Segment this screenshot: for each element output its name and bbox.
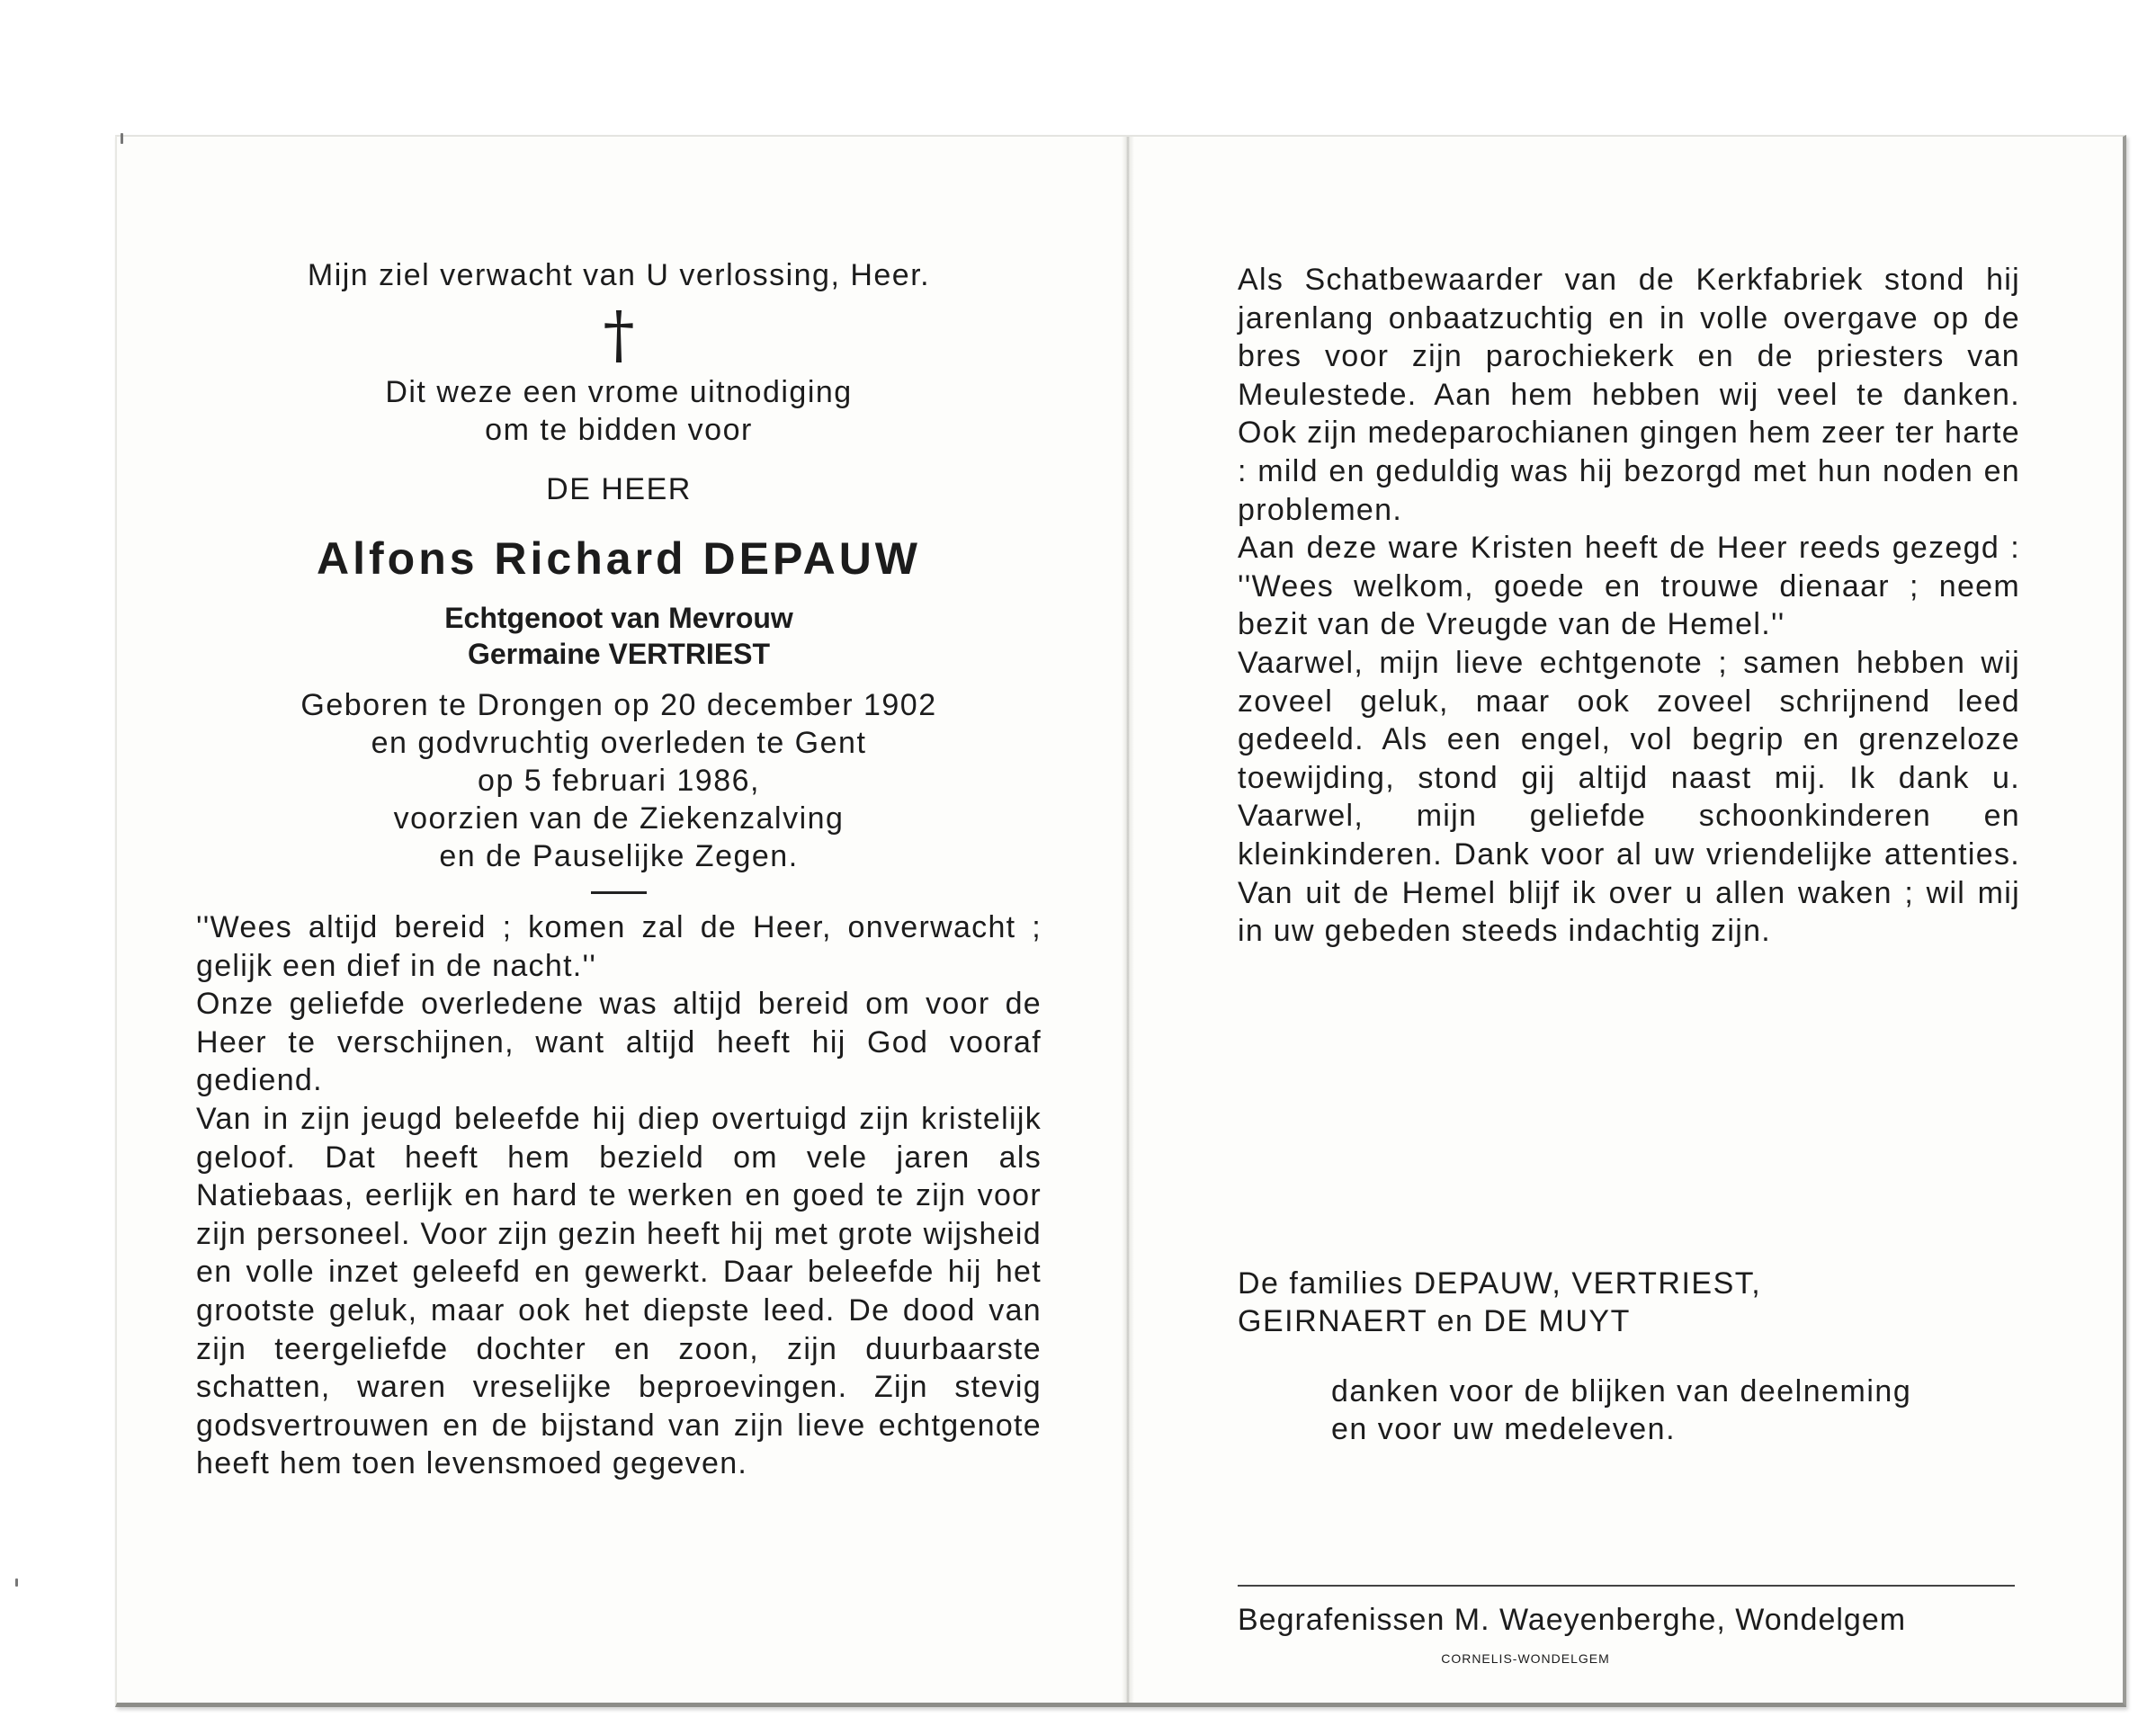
divider bbox=[591, 891, 647, 894]
opening-line: Mijn ziel verwacht van U verlossing, Heer. bbox=[307, 258, 931, 292]
body-paragraph: Aan deze ware Kristen heeft de Heer reeds gezegd : ''Wees welkom, goede en trouwe dienaar ; neem bezit van de Vreugde van de Hemel.'' bbox=[1238, 531, 2020, 642]
body-paragraph: Van in zijn jeugd beleefde hij diep overtuigd zijn kristelijk geloof. Dat heeft hem bezield om vele jaren als Natiebaas, eerlijk en hard te werken en goed te zijn voor zijn personeel. Voor zijn gezin heeft hij met grote wijsheid en volle inzet geleefd en gewerkt. Daar beleefde hij het grootste geluk, maar ook het diepste leed. De dood van zijn teergeliefde dochter en zoon, zijn duurbaarste schatten, waren vreselijke beproevingen. Zijn stevig godsvertrouwen en de bijstand van zijn lieve echtgenote heeft hem toen levensmoed gegeven. bbox=[196, 1101, 1042, 1481]
printer-mark: CORNELIS-WONDELGEM bbox=[1441, 1651, 1610, 1666]
memorial-card bbox=[115, 135, 2126, 1707]
right-panel bbox=[1238, 137, 2020, 1666]
families-line-1: De families DEPAUW, VERTRIEST, bbox=[1238, 1266, 1762, 1301]
footer bbox=[1238, 1585, 2015, 1666]
birth-death-line: en godvruchtig overleden te Gent bbox=[371, 726, 867, 760]
birth-death-line: en de Pauselijke Zegen. bbox=[439, 839, 799, 873]
thanks-line-1: danken voor de blijken van deelneming bbox=[1331, 1374, 1912, 1408]
invitation-line-2: om te bidden voor bbox=[485, 413, 753, 447]
birth-death-block bbox=[223, 686, 1015, 875]
footer-rule bbox=[1238, 1585, 2015, 1587]
body-paragraph: Als Schatbewaarder van de Kerkfabriek stond hij jarenlang onbaatzuchtig en in volle overgave op de bres voor zijn parochiekerk en de priesters van Meulestede. Aan hem hebben wij veel te danken. Ook zijn medeparochianen gingen hem zeer ter harte : mild en geduldig was hij bezorgd met hun noden en problemen. bbox=[1238, 263, 2020, 527]
left-body-text bbox=[196, 908, 1042, 1483]
cross-icon: † bbox=[603, 298, 635, 371]
birth-death-line: voorzien van de Ziekenzalving bbox=[393, 801, 845, 836]
deceased-name: Alfons Richard DEPAUW bbox=[317, 533, 921, 584]
body-paragraph: ''Wees altijd bereid ; komen zal de Heer, onverwacht ; gelijk een dief in de nacht.'' bbox=[196, 910, 1042, 983]
speck bbox=[15, 1578, 18, 1587]
families-block bbox=[1238, 1265, 2020, 1340]
invitation-line-1: Dit weze een vrome uitnodiging bbox=[385, 375, 853, 409]
speck bbox=[121, 133, 123, 144]
families-line-2: GEIRNAERT en DE MUYT bbox=[1238, 1304, 1631, 1338]
body-paragraph: Onze geliefde overledene was altijd bereid om voor de Heer te verschijnen, want altijd heeft hij God vooraf gediend. bbox=[196, 987, 1042, 1098]
funeral-home: Begrafenissen M. Waeyenberghe, Wondelgem bbox=[1238, 1603, 1907, 1637]
thanks-line-2: en voor uw medeleven. bbox=[1331, 1412, 1677, 1446]
body-paragraph: Vaarwel, mijn lieve echtgenote ; samen hebben wij zoveel geluk, maar ook zoveel schrijnend leed gedeeld. Als een engel, vol begrip en grenzeloze toewijding, stond gij altijd naast mij. Ik dank u. Vaarwel, mijn geliefde schoonkinderen en kleinkinderen. Dank voor al uw vriendelijke attenties. Van uit de Hemel blijf ik over u allen waken ; wil mij in uw gebeden steeds indachtig zijn. bbox=[1238, 645, 2020, 949]
card-fold bbox=[1122, 137, 1134, 1703]
spouse-line-2: Germaine VERTRIEST bbox=[467, 638, 771, 670]
right-body-text bbox=[1238, 261, 2020, 951]
thanks-block bbox=[1331, 1373, 2033, 1448]
left-panel bbox=[196, 137, 1042, 1483]
birth-death-line: op 5 februari 1986, bbox=[478, 764, 760, 798]
spouse-line-1: Echtgenoot van Mevrouw bbox=[444, 602, 793, 634]
birth-death-line: Geboren te Drongen op 20 december 1902 bbox=[300, 688, 937, 722]
title: DE HEER bbox=[546, 472, 692, 506]
